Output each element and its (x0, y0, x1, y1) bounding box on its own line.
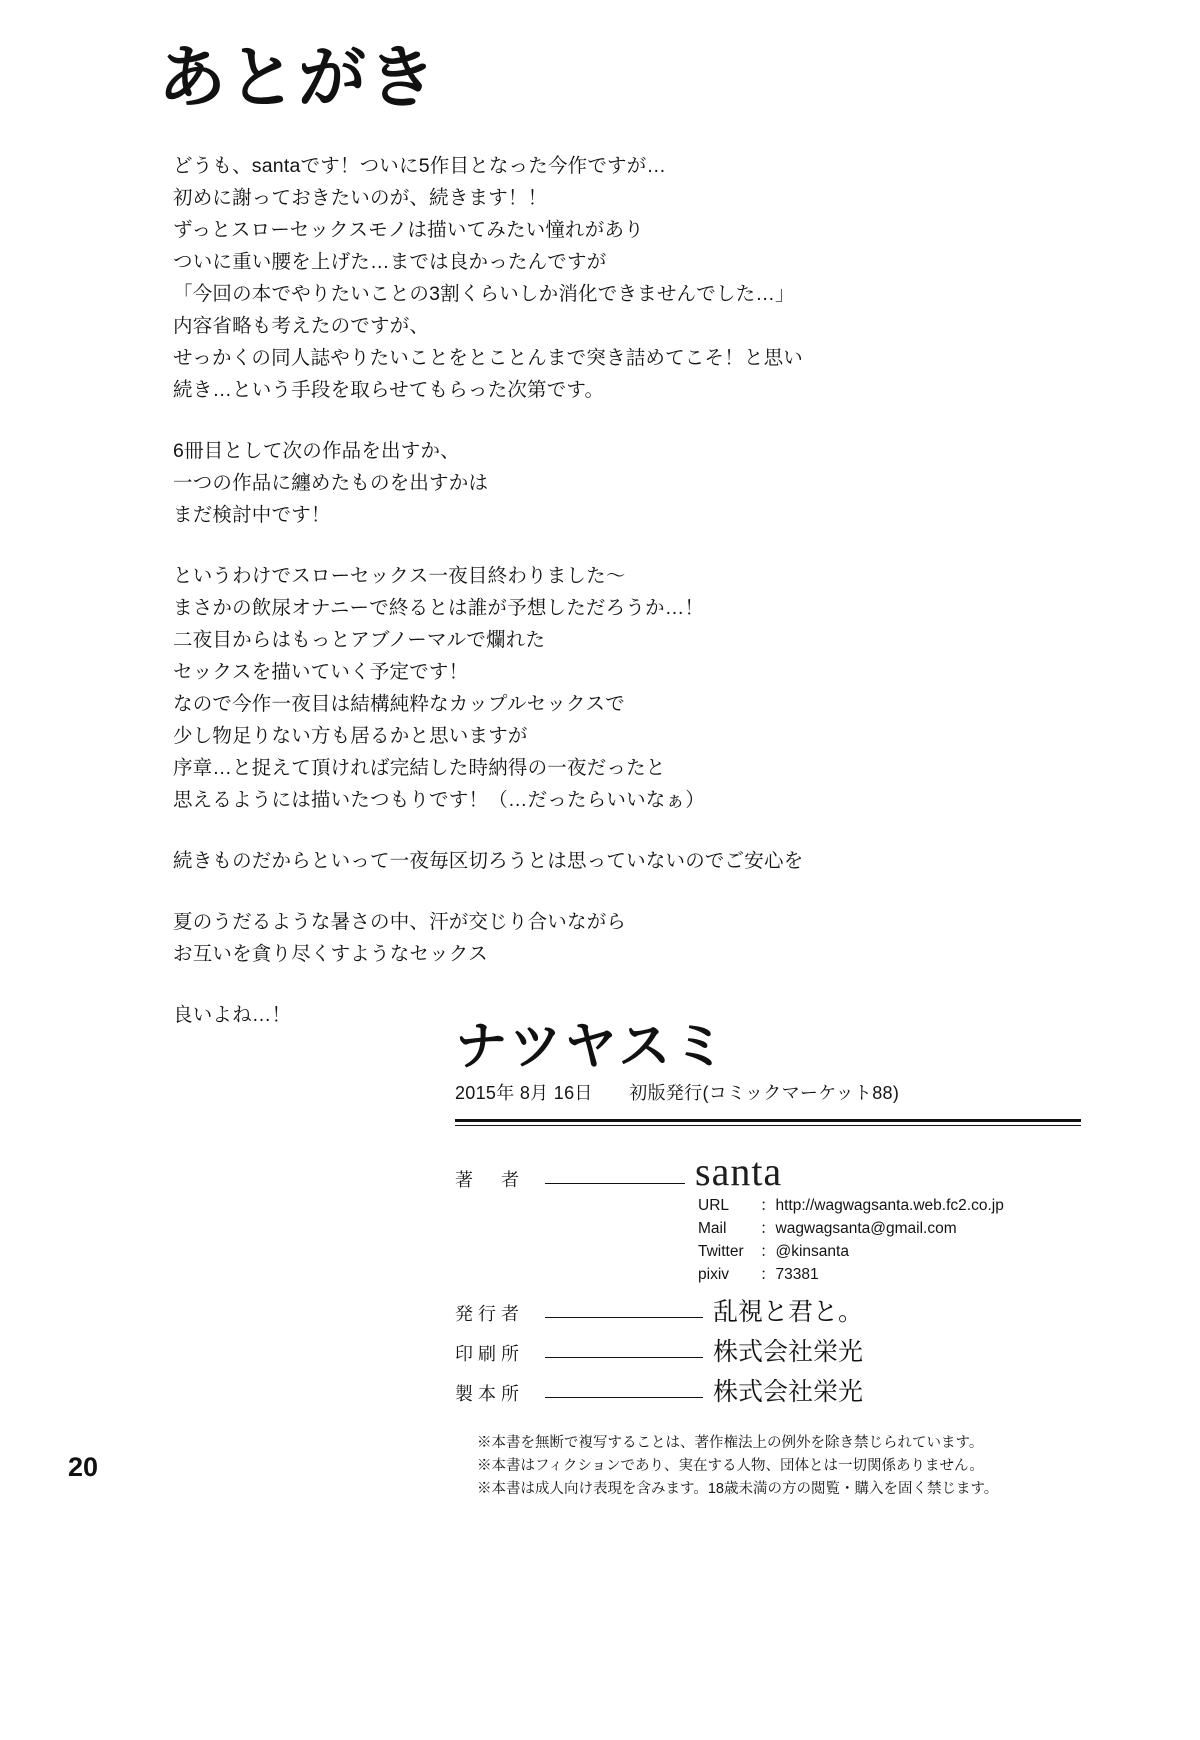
divider-rule (455, 1119, 1081, 1126)
legal-notes (477, 1432, 1085, 1501)
afterword-line: ずっとスローセックスモノは描いてみたい憧れがあり (173, 219, 644, 241)
afterword-line: なので今作一夜目は結構純粋なカップルセックスで (173, 693, 625, 715)
afterword-line: 思えるようには描いたつもりです！（…だったらいいなぁ） (173, 789, 705, 811)
credit-label-publisher: 発行者 (455, 1303, 524, 1324)
contact-mail (698, 1217, 1085, 1240)
afterword-paragraph (173, 560, 973, 816)
afterword-line: セックスを描いていく予定です！ (173, 661, 469, 683)
contact-key-mail: Mail (698, 1219, 727, 1237)
colophon-block (455, 1017, 1085, 1501)
afterword-line: 二夜目からはもっとアブノーマルで爛れた (173, 629, 546, 651)
afterword-paragraph (173, 150, 973, 406)
contact-value-mail: ：wagwagsanta@gmail.com (760, 1219, 957, 1237)
credit-row-bindery (455, 1379, 1085, 1406)
credit-dash (545, 1317, 703, 1318)
credit-value-printer: 株式会社栄光 (713, 1337, 864, 1366)
afterword-line: というわけでスローセックス一夜目終わりました〜 (173, 565, 626, 587)
contact-value-pixiv: ：73381 (760, 1265, 819, 1283)
publication-date: 2015年 8月 16日 初版発行(コミックマーケット88) (455, 1082, 900, 1103)
afterword-line: 一つの作品に纏めたものを出すかは (173, 472, 489, 494)
contact-list (698, 1194, 1085, 1286)
afterword-line: お互いを貪り尽くすようなセックス (173, 943, 489, 965)
credit-value-author: santa (695, 1148, 783, 1194)
afterword-paragraph (173, 435, 973, 531)
afterword-line: 続きものだからといって一夜毎区切ろうとは思っていないのでご安心を (173, 850, 804, 872)
afterword-line: 少し物足りない方も居るかと思いますが (173, 725, 528, 747)
contact-value-twitter: ：@kinsanta (760, 1242, 849, 1260)
contact-key-pixiv: pixiv (698, 1265, 730, 1283)
afterword-line: まだ検討中です！ (173, 504, 331, 526)
credit-label-author: 著 者 (455, 1169, 524, 1190)
afterword-line: まさかの飲尿オナニーで終るとは誰が予想しただろうか…！ (173, 597, 705, 619)
contact-value-url: ：http://wagwagsanta.web.fc2.co.jp (760, 1196, 1004, 1214)
credit-dash (545, 1183, 685, 1184)
contact-url (698, 1194, 1085, 1217)
credit-dash (545, 1397, 703, 1398)
credit-row-author (455, 1148, 1085, 1194)
afterword-heading: あとがき (158, 39, 439, 118)
contact-key-url: URL (698, 1196, 730, 1214)
credit-value-publisher: 乱視と君と。 (713, 1297, 864, 1326)
contact-pixiv (698, 1263, 1085, 1286)
legal-note: ※本書は成人向け表現を含みます。18歳未満の方の閲覧・購入を固く禁じます。 (477, 1480, 999, 1497)
afterword-line: 続き…という手段を取らせてもらった次第です。 (173, 379, 605, 401)
credit-dash (545, 1357, 703, 1358)
afterword-paragraph (173, 906, 973, 970)
afterword-body (173, 150, 973, 1031)
afterword-line: ついに重い腰を上げた…までは良かったんですが (173, 251, 607, 273)
legal-note: ※本書はフィクションであり、実在する人物、団体とは一切関係ありません。 (477, 1457, 984, 1474)
afterword-line: 内容省略も考えたのですが、 (173, 315, 430, 337)
credit-row-publisher (455, 1299, 1085, 1326)
page-number: 20 (68, 1452, 99, 1482)
contact-twitter (698, 1240, 1085, 1263)
afterword-line: どうも、santaです！ついに5作目となった今作ですが… (173, 155, 667, 177)
afterword-paragraph (173, 845, 973, 877)
afterword-line: 夏のうだるような暑さの中、汗が交じり合いながら (173, 911, 627, 933)
afterword-line: 良いよね…！ (173, 1004, 292, 1026)
book-title: ナツヤスミ (455, 1017, 729, 1077)
legal-note: ※本書を無断で複写することは、著作権法上の例外を除き禁じられています。 (477, 1434, 984, 1451)
afterword-line: 「今回の本でやりたいことの3割くらいしか消化できませんでした…」 (173, 283, 795, 305)
afterword-line: 6冊目として次の作品を出すか、 (173, 440, 460, 462)
credit-value-bindery: 株式会社栄光 (713, 1377, 864, 1406)
credit-label-printer: 印刷所 (455, 1343, 524, 1364)
afterword-line: せっかくの同人誌やりたいことをとことんまで突き詰めてこそ！と思い (173, 347, 804, 369)
afterword-line: 序章…と捉えて頂ければ完結した時納得の一夜だったと (173, 757, 666, 779)
afterword-line: 初めに謝っておきたいのが、続きます！！ (173, 187, 548, 209)
credit-row-printer (455, 1339, 1085, 1366)
contact-key-twitter: Twitter (698, 1242, 744, 1260)
credit-label-bindery: 製本所 (455, 1383, 524, 1404)
